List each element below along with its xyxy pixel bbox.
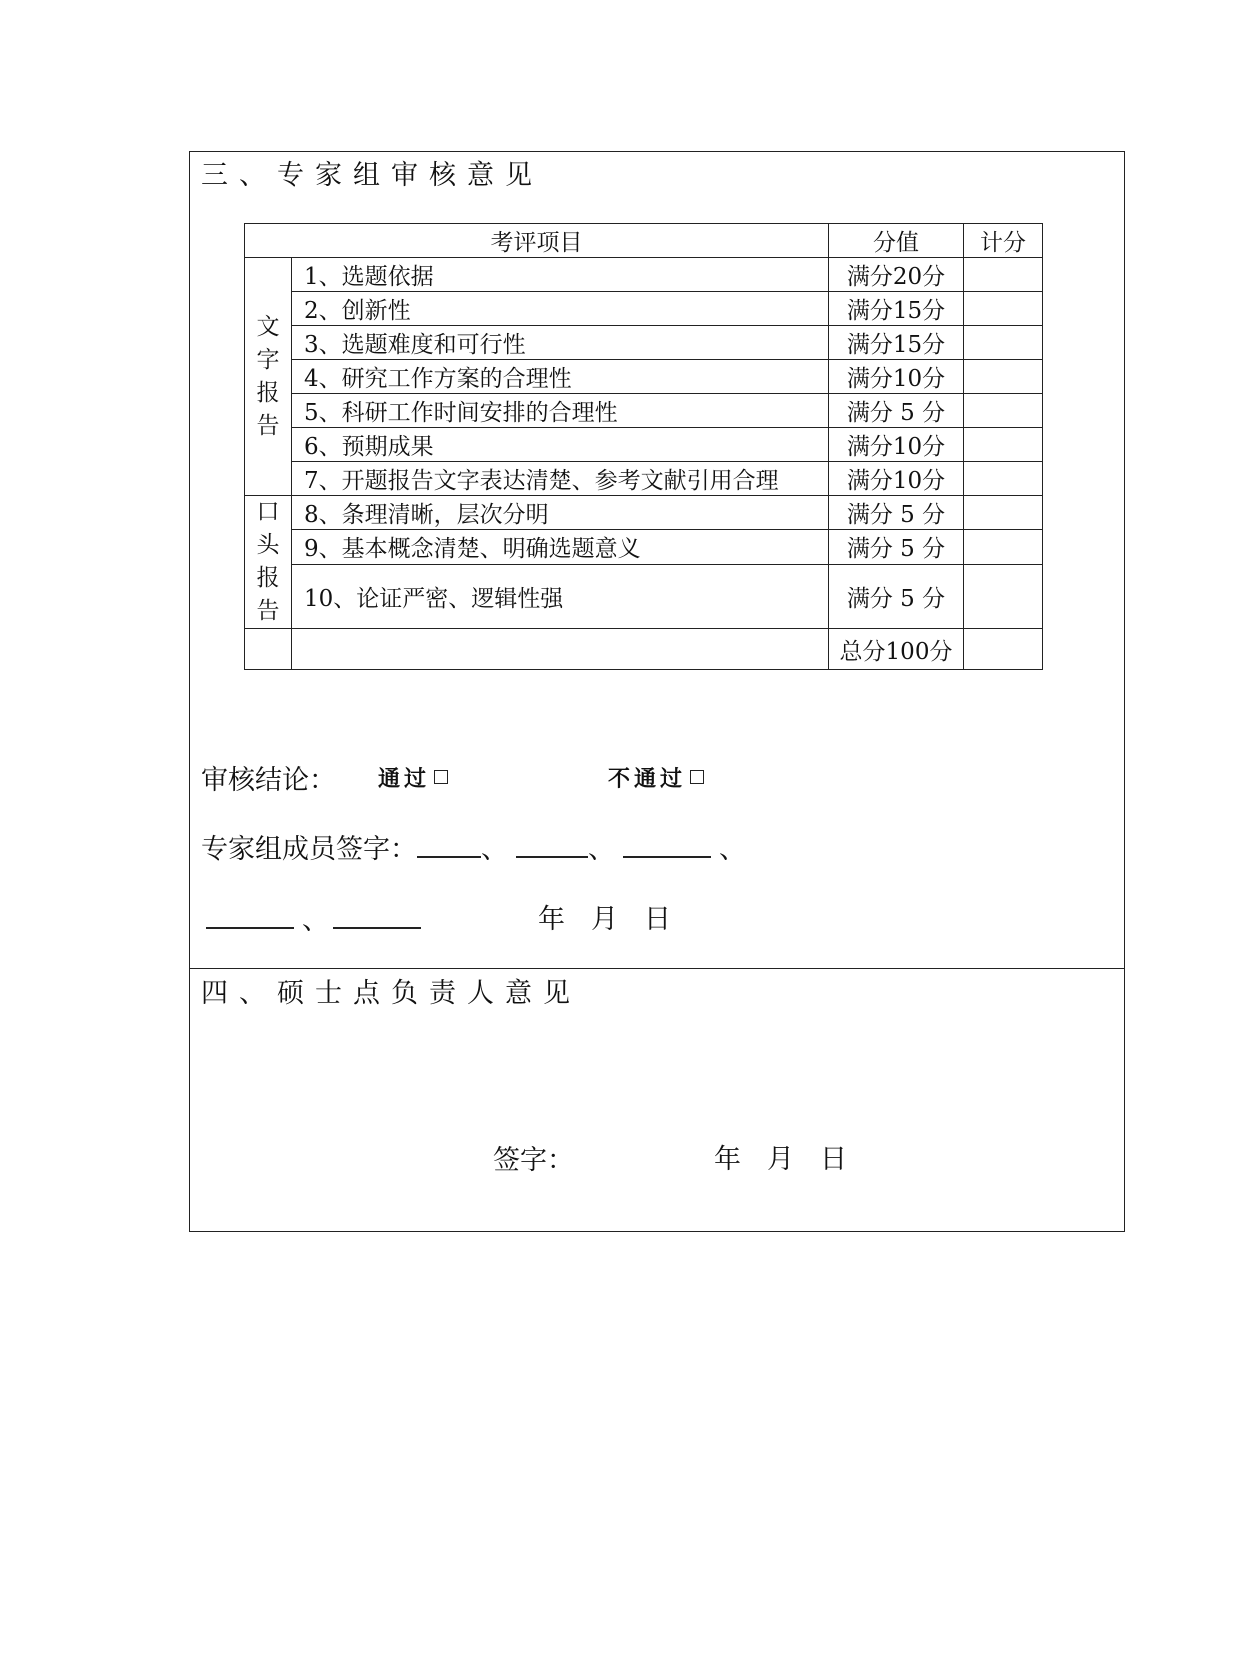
value-cell: 满分10分: [829, 428, 964, 462]
score-cell[interactable]: [964, 258, 1043, 292]
date-day: 日: [820, 1144, 847, 1175]
date-month: 月: [591, 904, 618, 935]
conclusion-row: [201, 758, 336, 797]
score-cell[interactable]: [964, 428, 1043, 462]
signature-blank[interactable]: [333, 907, 421, 929]
score-cell[interactable]: [964, 292, 1043, 326]
table-row: [245, 326, 1043, 360]
conclusion-label: 审核结论：: [201, 765, 336, 796]
score-cell[interactable]: [964, 462, 1043, 496]
item-cell: 4、研究工作方案的合理性: [292, 360, 829, 394]
category-char: 报: [256, 565, 280, 591]
section4-date: [714, 1137, 873, 1176]
table-row: [245, 564, 1043, 629]
signature-blank[interactable]: [623, 836, 711, 858]
section3-date: [538, 897, 697, 936]
category-char: 口: [256, 499, 280, 525]
option-pass-label: 通过: [378, 766, 431, 792]
table-row: [245, 360, 1043, 394]
table-header-row: [245, 224, 1043, 258]
separator: 、: [481, 834, 508, 865]
evaluation-table: [244, 223, 1043, 670]
category-char: 头: [256, 532, 280, 558]
item-cell: 2、创新性: [292, 292, 829, 326]
value-cell: 满分 5 分: [829, 394, 964, 428]
option-fail[interactable]: [608, 762, 704, 793]
item-cell: 6、预期成果: [292, 428, 829, 462]
signature-label: 专家组成员签字：: [201, 834, 417, 865]
date-year: 年: [538, 904, 565, 935]
date-year: 年: [714, 1144, 741, 1175]
signature-row: [201, 827, 746, 866]
total-score-cell[interactable]: [964, 629, 1043, 670]
option-pass[interactable]: [378, 762, 448, 793]
table-row: [245, 394, 1043, 428]
score-cell[interactable]: [964, 530, 1043, 564]
signature-blank[interactable]: [516, 836, 588, 858]
score-cell[interactable]: [964, 360, 1043, 394]
item-cell: 8、条理清晰，层次分明: [292, 496, 829, 530]
table-row: [245, 292, 1043, 326]
option-fail-label: 不通过: [608, 766, 687, 792]
section3-title: 三、专家组审核意见: [201, 160, 543, 191]
pass-checkbox[interactable]: [434, 770, 448, 784]
signature-blank[interactable]: [206, 907, 294, 929]
separator: 、: [588, 834, 615, 865]
header-item: 考评项目: [245, 224, 829, 258]
header-score: 计分: [964, 224, 1043, 258]
table-row: [245, 258, 1043, 292]
total-value-cell: 总分100分: [829, 629, 964, 670]
table-row: [245, 530, 1043, 564]
section4-title: 四、硕士点负责人意见: [201, 978, 581, 1009]
category-char: 字: [256, 346, 280, 373]
section-divider: [189, 968, 1125, 969]
table-row: [245, 496, 1043, 530]
value-cell: 满分 5 分: [829, 530, 964, 564]
value-cell: 满分10分: [829, 462, 964, 496]
separator: 、: [719, 834, 746, 865]
value-cell: 满分15分: [829, 292, 964, 326]
value-cell: 满分15分: [829, 326, 964, 360]
header-value: 分值: [829, 224, 964, 258]
value-cell: 满分10分: [829, 360, 964, 394]
category-written-report: [245, 258, 292, 496]
table-total-row: [245, 629, 1043, 670]
item-cell: 10、论证严密、逻辑性强: [292, 564, 829, 629]
empty-cell: [292, 629, 829, 670]
score-cell[interactable]: [964, 564, 1043, 629]
signature-blank[interactable]: [417, 836, 481, 858]
date-day: 日: [644, 904, 671, 935]
empty-cell: [245, 629, 292, 670]
category-oral-report: [245, 496, 292, 629]
category-char: 告: [256, 412, 280, 439]
value-cell: 满分 5 分: [829, 496, 964, 530]
table-row: [245, 462, 1043, 496]
value-cell: 满分20分: [829, 258, 964, 292]
score-cell[interactable]: [964, 496, 1043, 530]
item-cell: 5、科研工作时间安排的合理性: [292, 394, 829, 428]
category-char: 告: [256, 598, 280, 624]
category-char: 报: [256, 379, 280, 406]
item-cell: 7、开题报告文字表达清楚、参考文献引用合理: [292, 462, 829, 496]
separator: 、: [302, 905, 329, 936]
date-month: 月: [767, 1144, 794, 1175]
table-row: [245, 428, 1043, 462]
item-cell: 3、选题难度和可行性: [292, 326, 829, 360]
score-cell[interactable]: [964, 326, 1043, 360]
section4-signature-label: 签字：: [493, 1145, 574, 1176]
fail-checkbox[interactable]: [690, 770, 704, 784]
item-cell: 9、基本概念清楚、明确选题意义: [292, 530, 829, 564]
signature-row-2: [206, 898, 421, 937]
score-cell[interactable]: [964, 394, 1043, 428]
value-cell: 满分 5 分: [829, 564, 964, 629]
category-char: 文: [256, 313, 280, 340]
item-cell: 1、选题依据: [292, 258, 829, 292]
